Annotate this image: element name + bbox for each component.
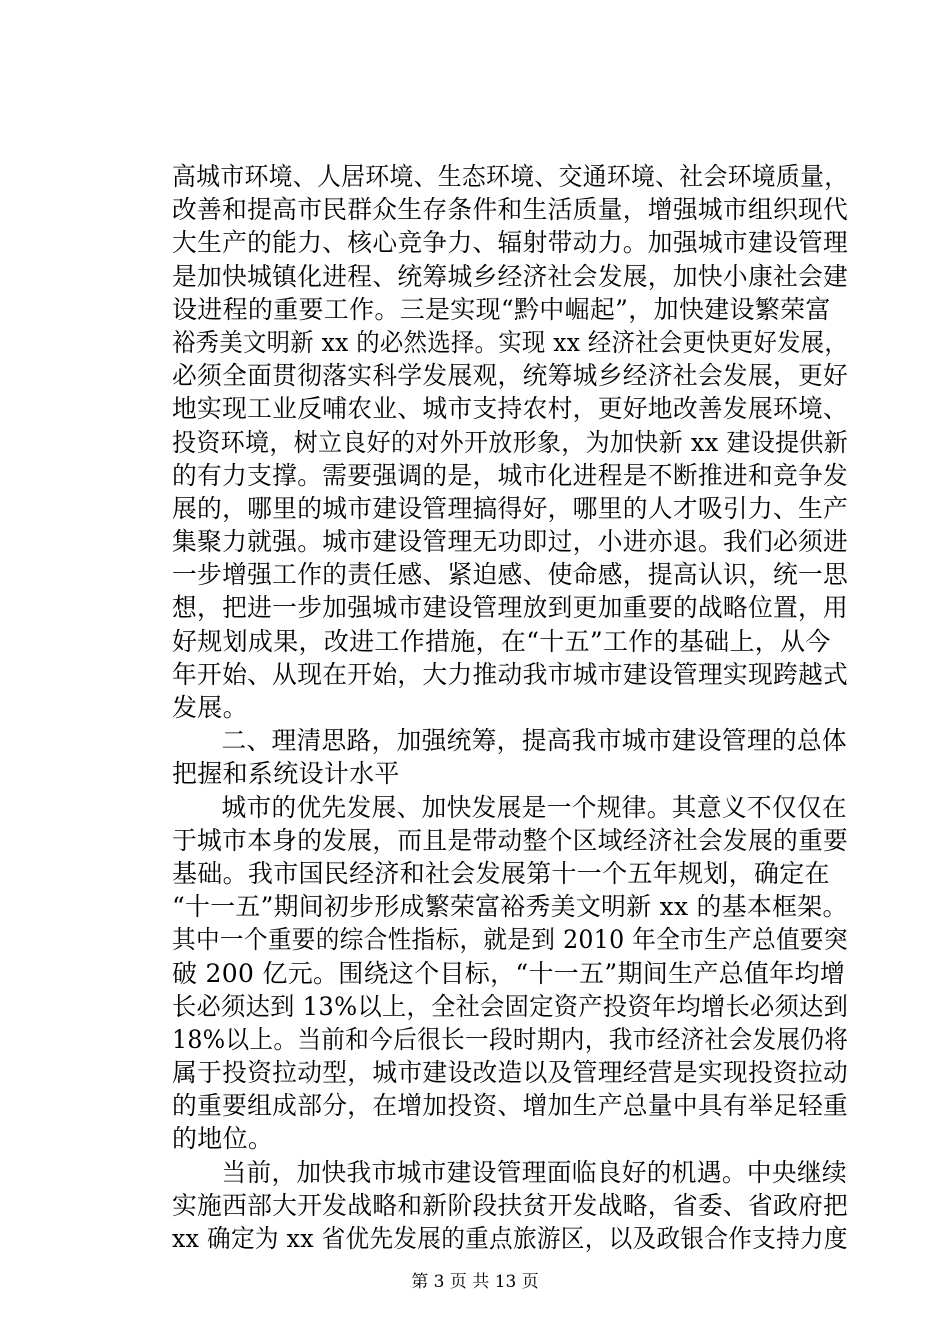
text-line: 大生产的能力、核心竞争力、辐射带动力。加强城市建设管理: [172, 228, 849, 258]
text-line: 的重要组成部分，在增加投资、增加生产总量中具有举足轻重: [172, 1091, 849, 1121]
text-line: 破 200 亿元。围绕这个目标，“十一五”期间生产总值年均增: [172, 958, 846, 988]
text-line: 设进程的重要工作。三是实现“黔中崛起”，加快建设繁荣富: [172, 294, 831, 324]
page-footer: 第 3 页 共 13 页: [411, 1272, 539, 1292]
text-line: 年开始、从现在开始，大力推动我市城市建设管理实现跨越式: [172, 659, 849, 689]
text-line: 高城市环境、人居环境、生态环境、交通环境、社会环境质量，: [172, 162, 849, 191]
text-line: 集聚力就强。城市建设管理无功即过，小进亦退。我们必须进: [172, 527, 849, 557]
text-line: 把握和系统设计水平: [172, 759, 400, 789]
text-line: 好规划成果，改进工作措施，在“十五”工作的基础上，从今: [172, 626, 831, 656]
text-line: 是加快城镇化进程、统筹城乡经济社会发展，加快小康社会建: [172, 261, 849, 291]
text-line: 基础。我市国民经济和社会发展第十一个五年规划，确定在: [172, 858, 830, 888]
text-line: 实施西部大开发战略和新阶段扶贫开发战略，省委、省政府把: [172, 1190, 849, 1220]
text-line: 的有力支撑。需要强调的是，城市化进程是不断推进和竞争发: [172, 460, 849, 490]
text-line: 改善和提高市民群众生存条件和生活质量，增强城市组织现代: [172, 195, 849, 225]
text-line: 投资环境，树立良好的对外开放形象，为加快新 xx 建设提供新: [172, 427, 849, 457]
text-line: “十一五”期间初步形成繁荣富裕秀美文明新 xx 的基本框架。: [172, 892, 848, 922]
text-line: 一步增强工作的责任感、紧迫感、使命感，提高认识，统一思: [172, 560, 849, 590]
text-line: 想，把进一步加强城市建设管理放到更加重要的战略位置，用: [172, 593, 849, 623]
text-line: 城市的优先发展、加快发展是一个规律。其意义不仅仅在: [221, 792, 847, 822]
text-line: xx 确定为 xx 省优先发展的重点旅游区，以及政银合作支持力度: [172, 1224, 848, 1253]
text-line: 其中一个重要的综合性指标，就是到 2010 年全市生产总值要突: [172, 925, 848, 955]
text-line: 的地位。: [172, 1124, 274, 1154]
document-body: [172, 160, 848, 1255]
text-line: 展的，哪里的城市建设管理搞得好，哪里的人才吸引力、生产: [172, 493, 849, 523]
text-line: 发展。: [172, 693, 248, 722]
text-line: 二、理清思路，加强统筹，提高我市城市建设管理的总体: [221, 726, 847, 756]
text-line: 于城市本身的发展，而且是带动整个区域经济社会发展的重要: [172, 825, 849, 855]
text-line: 地实现工业反哺农业、城市支持农村，更好地改善发展环境、: [172, 394, 849, 424]
text-line: 当前，加快我市城市建设管理面临良好的机遇。中央继续: [221, 1157, 847, 1187]
text-line: 属于投资拉动型，城市建设改造以及管理经营是实现投资拉动: [172, 1058, 849, 1088]
text-line: 裕秀美文明新 xx 的必然选择。实现 xx 经济社会更快更好发展，: [172, 327, 849, 357]
text-line: 18%以上。当前和今后很长一段时期内，我市经济社会发展仍将: [172, 1024, 849, 1054]
text-line: 长必须达到 13%以上，全社会固定资产投资年均增长必须达到: [172, 991, 849, 1021]
text-line: 必须全面贯彻落实科学发展观，统筹城乡经济社会发展，更好: [172, 361, 849, 391]
